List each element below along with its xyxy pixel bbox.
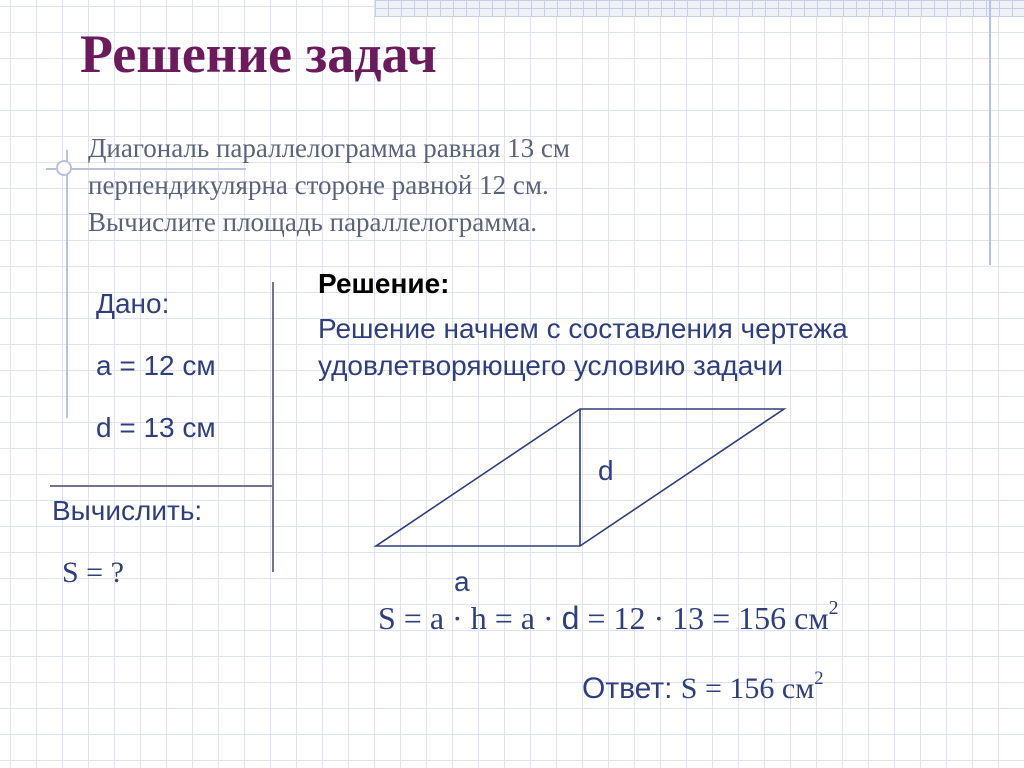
answer-exponent: 2	[814, 668, 824, 690]
diagonal-label: d	[598, 455, 614, 486]
solution-line: удовлетворяющего условию задачи	[318, 350, 783, 381]
formula-middle: = 12 · 13 = 156 см	[579, 600, 829, 636]
area-formula	[378, 597, 839, 637]
answer-label: Ответ:	[582, 672, 681, 705]
formula-exponent: 2	[828, 597, 839, 620]
given-label: Дано:	[96, 288, 170, 319]
solution-heading: Решение:	[318, 268, 450, 299]
given-side: a = 12 см	[96, 350, 216, 381]
given-diagonal: d = 13 см	[96, 412, 216, 443]
side-label: a	[454, 566, 470, 597]
solution-line: Решение начнем с составления чертежа	[318, 313, 848, 344]
answer	[582, 668, 824, 706]
formula-d-symbol: d	[561, 600, 580, 636]
answer-value: S = 156 см	[680, 672, 815, 705]
find-value: S = ?	[62, 556, 124, 589]
slide-title: Решение задач	[80, 24, 437, 84]
problem-line: Диагональ параллелограмма равная 13 см	[88, 133, 570, 163]
problem-line: Вычислите площадь параллелограмма.	[88, 207, 537, 237]
formula-prefix: S = a · h = a ·	[378, 600, 562, 636]
find-label: Вычислить:	[52, 495, 203, 526]
problem-line: перпендикулярна стороне равной 12 см.	[88, 170, 549, 200]
